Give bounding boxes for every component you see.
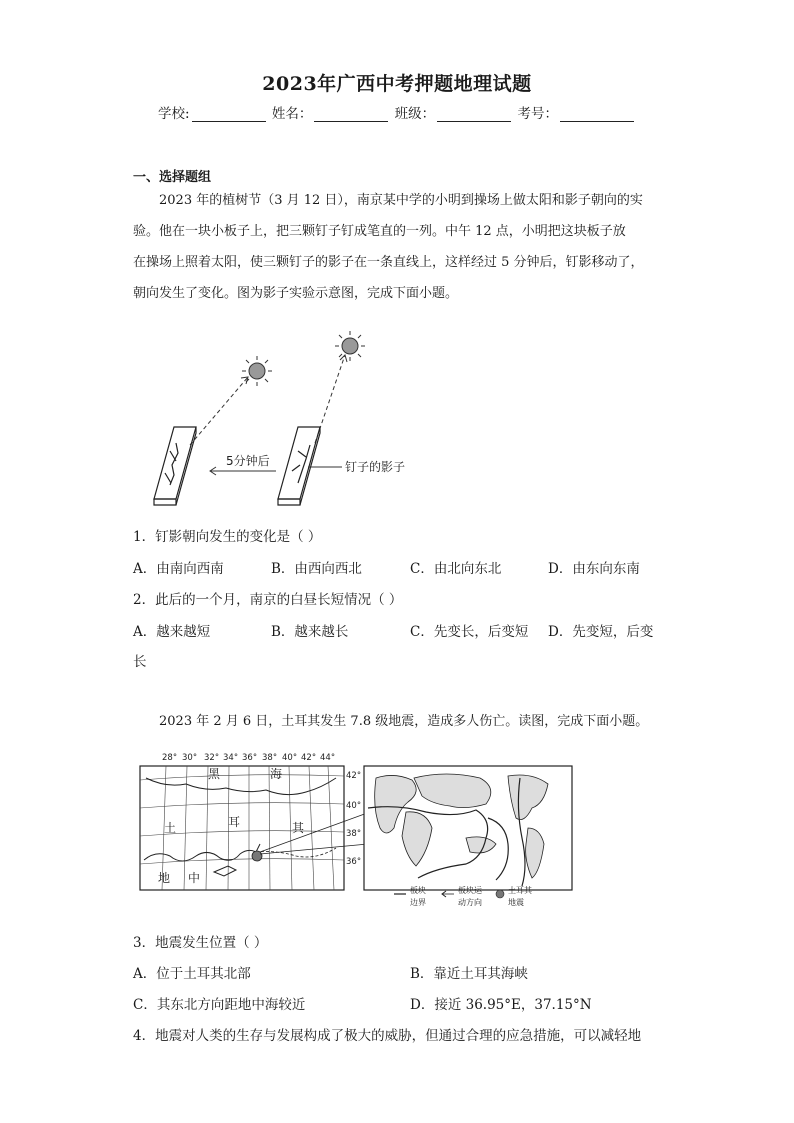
class-blank[interactable]: [437, 107, 511, 122]
question-2-stem: 2．此后的一个月，南京的白昼长短情况（ ）: [133, 592, 403, 608]
intro-line-2: 验。他在一块小板子上，把三颗钉子钉成笔直的一列。中午 12 点，小明把这块板子放: [133, 224, 626, 239]
q3-option-b[interactable]: B．靠近土耳其海峡: [410, 966, 528, 982]
intro-line-3: 在操场上照着太阳，使三颗钉子的影子在一条直线上，这样经过 5 分钟后，钉影移动了，: [133, 255, 644, 270]
ray-arrowhead: [340, 355, 347, 362]
shadow-experiment-figure: [140, 325, 440, 510]
legend-boundary-line1: 板块: [410, 886, 426, 895]
question-1-stem: 1．钉影朝向发生的变化是（ ）: [133, 529, 322, 545]
legend-earthquake-icon: [496, 890, 504, 898]
latitude-labels: [346, 771, 361, 867]
shadow-label: 钉子的影子: [345, 460, 406, 474]
school-label: 学校:: [158, 106, 190, 122]
q1-option-d[interactable]: D．由东向东南: [548, 561, 640, 577]
lon-label: 38°: [262, 753, 278, 763]
lat-label: 40°: [346, 801, 362, 811]
lon-label: 36°: [242, 753, 258, 763]
legend-earthquake-line2: 地震: [508, 898, 524, 907]
section-heading: 一、选择题组: [133, 170, 212, 185]
q2-option-a[interactable]: A．越来越短: [133, 624, 211, 640]
lon-label: 44°: [320, 753, 336, 763]
page-title: 2023年广西中考押题地理试题: [262, 73, 532, 95]
lon-label: 32°: [204, 753, 220, 763]
q1-option-c[interactable]: C．由北向东北: [410, 561, 502, 577]
lon-label: 40°: [282, 753, 298, 763]
q2-option-c[interactable]: C．先变长，后变短: [410, 624, 529, 640]
earthquake-intro: 2023 年 2 月 6 日，土耳其发生 7.8 级地震，造成多人伤亡。读图，完成下面小题。: [159, 714, 649, 729]
nail-board: [278, 427, 320, 505]
school-blank[interactable]: [192, 107, 266, 122]
q2-option-d[interactable]: D．先变短，后变: [548, 624, 654, 640]
lat-label: 42°: [346, 771, 362, 781]
lat-label: 36°: [346, 857, 362, 867]
nail-board: [154, 427, 196, 505]
exam-number-blank[interactable]: [560, 107, 634, 122]
sun-icon: [335, 331, 365, 361]
longitude-labels: [162, 753, 335, 763]
q2-option-b[interactable]: B．越来越长: [271, 624, 349, 640]
question-3-stem: 3．地震发生位置（ ）: [133, 935, 268, 951]
q3-option-c[interactable]: C．其东北方向距地中海较近: [133, 997, 306, 1013]
intro-line-1: 2023 年的植树节（3 月 12 日），南京某中学的小明到操场上做太阳和影子朝向的实: [159, 193, 643, 208]
lon-label: 30°: [182, 753, 198, 763]
lon-label: 42°: [301, 753, 317, 763]
place-char: 地: [158, 871, 171, 885]
place-char: 耳: [228, 815, 241, 829]
legend-direction-line2: 动方向: [458, 898, 482, 907]
lon-label: 28°: [162, 753, 178, 763]
place-char: 中: [188, 871, 201, 885]
legend-earthquake-line1: 土耳其: [508, 886, 532, 895]
q3-option-d[interactable]: D．接近 36.95°E，37.15°N: [410, 997, 592, 1013]
name-blank[interactable]: [314, 107, 388, 122]
place-char: 其: [292, 821, 305, 835]
class-label: 班级：: [394, 106, 436, 122]
place-char: 黑: [208, 767, 221, 781]
legend-boundary-line2: 边界: [410, 898, 426, 907]
earthquake-epicenter-icon: [252, 851, 262, 861]
name-label: 姓名：: [271, 106, 313, 122]
time-arrow-label: 5分钟后: [226, 454, 270, 468]
student-info-line: [0, 102, 794, 122]
exam-number-label: 考号：: [517, 106, 558, 122]
earthquake-map-figure: [136, 748, 576, 918]
question-4-stem: 4．地震对人类的生存与发展构成了极大的威胁，但通过合理的应急措施，可以减轻地: [133, 1028, 642, 1044]
q3-option-a[interactable]: A．位于土耳其北部: [133, 966, 251, 982]
q1-option-b[interactable]: B．由西向西北: [271, 561, 362, 577]
sun-ray: [190, 377, 248, 445]
lat-label: 38°: [346, 829, 362, 839]
map-legend: [394, 885, 533, 907]
lon-label: 34°: [223, 753, 239, 763]
q2-option-d-wrap: 长: [133, 654, 147, 670]
place-char: 海: [270, 767, 283, 781]
place-char: 土: [164, 821, 177, 835]
q1-option-a[interactable]: A．由南向西南: [133, 561, 224, 577]
legend-direction-line1: 板块运: [458, 886, 482, 895]
intro-line-4: 朝向发生了变化。图为影子实验示意图，完成下面小题。: [133, 286, 459, 301]
